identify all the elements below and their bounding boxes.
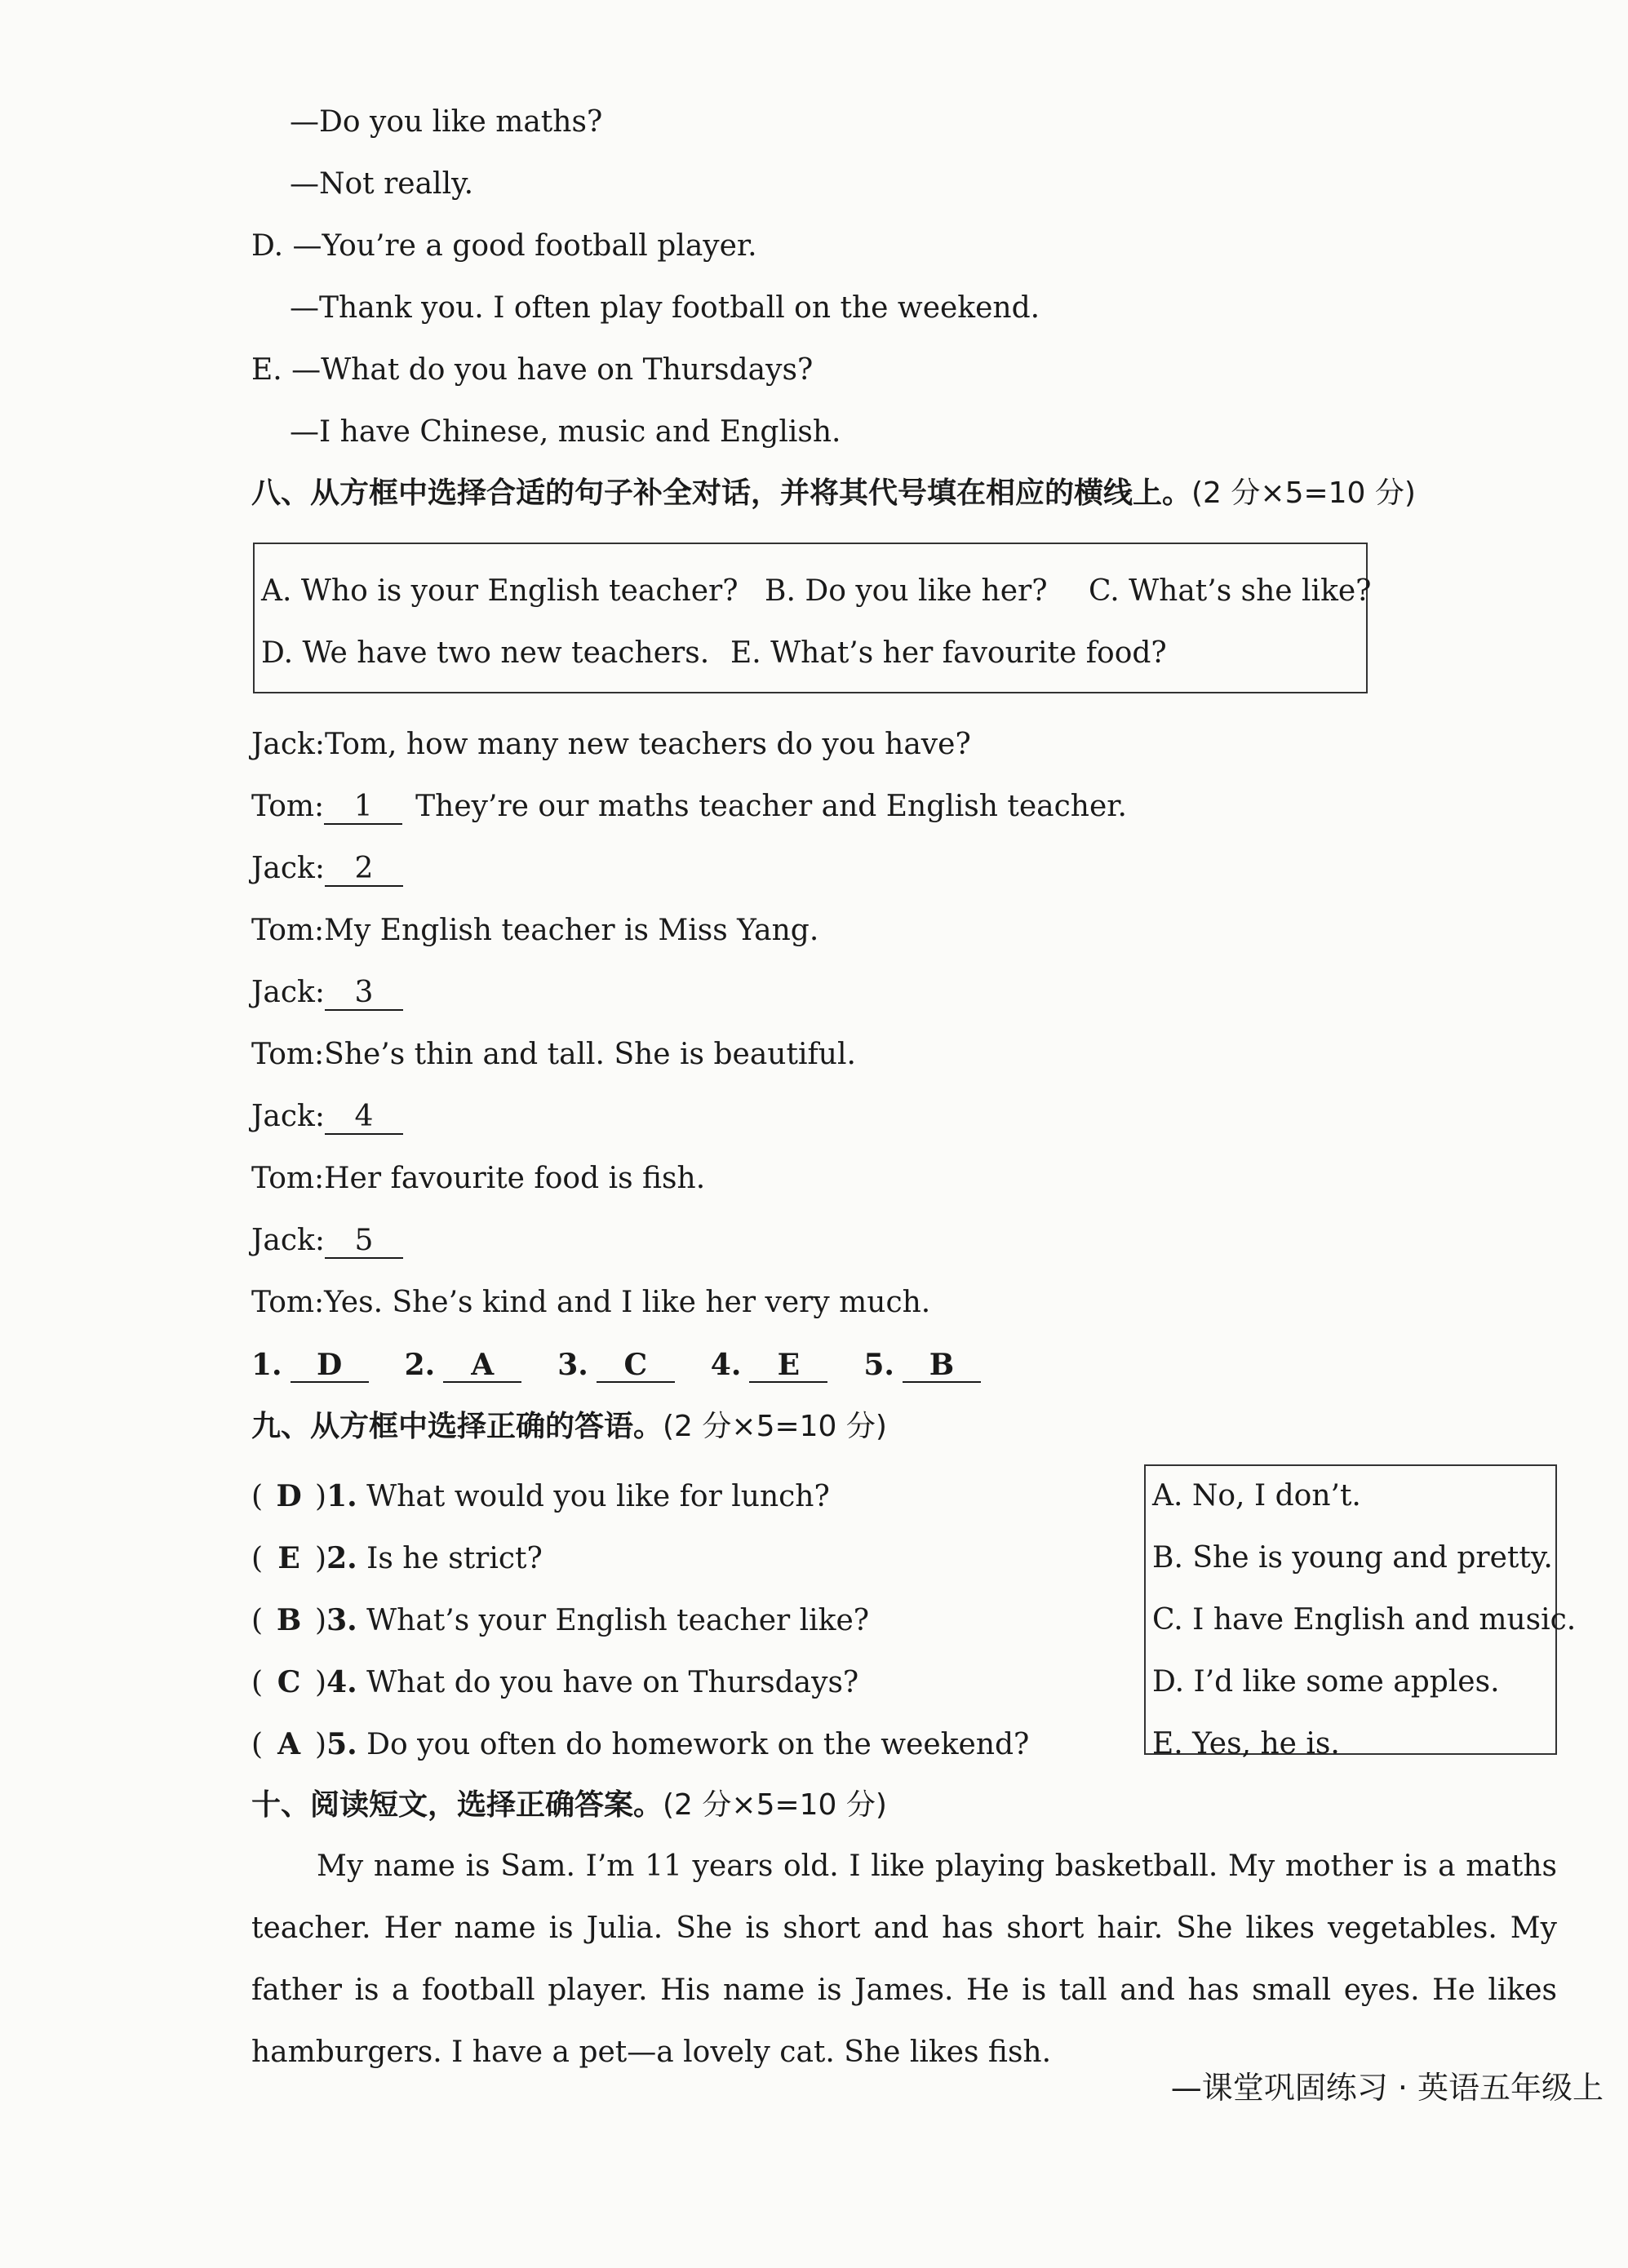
dialogue-c-answer: —Not really.	[290, 167, 474, 201]
paren-open: (	[251, 1542, 264, 1575]
question-text: What do you have on Thursdays?	[366, 1666, 859, 1699]
dialogue-line	[251, 1096, 403, 1137]
section10-heading	[251, 1785, 887, 1826]
dialogue-d-answer: —Thank you. I often play football on the weekend.	[290, 291, 1040, 325]
dialogue-line	[251, 786, 1127, 827]
dialogue-text: Yes. She’s kind and I like her very much.	[324, 1286, 931, 1319]
paren-close: )	[315, 1728, 327, 1761]
question-row	[251, 1600, 869, 1641]
section8-heading	[251, 473, 1416, 514]
dialogue-d-question: D. —You’re a good football player.	[251, 229, 757, 263]
question-row	[251, 1538, 543, 1579]
section9-title: 九、从方框中选择正确的答语。	[251, 1410, 663, 1443]
answer-number: 2.	[404, 1348, 436, 1382]
dialogue-e-question: E. —What do you have on Thursdays?	[251, 353, 814, 387]
dialogue-line	[251, 848, 403, 889]
answer-blank[interactable]: 5	[325, 1225, 403, 1259]
question-text: Do you often do homework on the weekend?	[366, 1728, 1030, 1761]
question-row	[251, 1476, 830, 1517]
question-number: 4.	[326, 1665, 357, 1699]
dialogue-line	[251, 724, 971, 765]
filled-answer[interactable]: D	[291, 1349, 369, 1383]
paren-close: )	[315, 1480, 327, 1513]
question-number: 5.	[326, 1727, 357, 1761]
section10-score: (2 分×5=10 分)	[663, 1788, 887, 1822]
section9-option-c: C. I have English and music.	[1152, 1603, 1577, 1637]
section8-option-box	[253, 543, 1372, 693]
section8-option-b: B. Do you like her?	[765, 574, 1048, 608]
section9-option-box	[1144, 1464, 1577, 1761]
section9-option-d: D. I’d like some apples.	[1152, 1665, 1500, 1699]
question-answer[interactable]: B	[276, 1603, 302, 1637]
question-answer[interactable]: E	[277, 1541, 300, 1575]
speaker: Jack:	[251, 852, 325, 885]
question-text: What’s your English teacher like?	[366, 1604, 870, 1637]
section8-title: 八、从方框中选择合适的句子补全对话，并将其代号填在相应的横线上。	[251, 476, 1192, 510]
answer-number: 3.	[557, 1348, 588, 1382]
question-number: 3.	[326, 1603, 357, 1637]
dialogue-line	[251, 910, 818, 951]
answer-number: 5.	[863, 1348, 894, 1382]
answer-blank[interactable]: 4	[325, 1101, 403, 1135]
dialogue-line	[251, 1220, 403, 1261]
page-footer: —课堂巩固练习 · 英语五年级上	[1170, 2070, 1604, 2106]
answer-blank[interactable]: 2	[325, 853, 403, 887]
paren-open: (	[251, 1604, 264, 1637]
section8-score: (2 分×5=10 分)	[1191, 476, 1416, 510]
passage-text: My name is Sam. I’m 11 years old. I like playing basketball. My mother is a maths teacher. Her name is Julia. She is short and has short hair. She likes vegetables. My father is a football player. His name is James. He is tall and has small eyes. He likes hamburgers. I have a pet—a lovely cat. She likes fish.	[251, 1849, 1557, 2069]
dialogue-line	[251, 972, 403, 1013]
answer-blank[interactable]: 3	[325, 977, 403, 1011]
dialogue-text: Tom, how many new teachers do you have?	[325, 728, 971, 761]
paren-open: (	[251, 1728, 264, 1761]
section8-option-e: E. What’s her favourite food?	[730, 636, 1167, 670]
filled-answer[interactable]: B	[903, 1349, 981, 1383]
section8-answers	[251, 1344, 981, 1385]
dialogue-text: My English teacher is Miss Yang.	[324, 914, 819, 947]
dialogue-c-question: —Do you like maths?	[290, 105, 603, 139]
section8-option-a: A. Who is your English teacher?	[261, 574, 739, 608]
speaker: Tom:	[251, 790, 325, 823]
paren-close: )	[315, 1542, 327, 1575]
dialogue-text: She’s thin and tall. She is beautiful.	[324, 1038, 856, 1071]
speaker: Jack:	[251, 1224, 325, 1257]
dialogue-text: Her favourite food is fish.	[324, 1162, 706, 1195]
dialogue-line	[251, 1034, 856, 1075]
question-row	[251, 1724, 1029, 1765]
reading-passage	[251, 1836, 1557, 2084]
section9-option-e: E. Yes, he is.	[1152, 1727, 1340, 1761]
speaker: Tom:	[251, 1286, 325, 1319]
question-answer[interactable]: C	[277, 1665, 301, 1699]
speaker: Tom:	[251, 1038, 325, 1071]
answer-number: 4.	[710, 1348, 742, 1382]
speaker: Jack:	[251, 1100, 325, 1133]
answer-blank[interactable]: 1	[324, 791, 402, 825]
speaker: Tom:	[251, 1162, 325, 1195]
dialogue-text: They’re our maths teacher and English teacher.	[415, 790, 1127, 823]
question-row	[251, 1662, 858, 1703]
dialogue-e-answer: —I have Chinese, music and English.	[290, 415, 841, 449]
section9-option-b: B. She is young and pretty.	[1152, 1541, 1553, 1575]
paren-open: (	[251, 1666, 264, 1699]
filled-answer[interactable]: C	[597, 1349, 675, 1383]
section10-title: 十、阅读短文，选择正确答案。	[251, 1788, 663, 1822]
paren-open: (	[251, 1480, 264, 1513]
section9-option-a: A. No, I don’t.	[1152, 1479, 1361, 1513]
question-answer[interactable]: D	[276, 1479, 302, 1513]
question-number: 2.	[326, 1541, 357, 1575]
speaker: Tom:	[251, 914, 325, 947]
answer-number: 1.	[251, 1348, 282, 1382]
dialogue-line	[251, 1158, 705, 1199]
paren-close: )	[315, 1666, 327, 1699]
dialogue-line	[251, 1282, 930, 1323]
speaker: Jack:	[251, 976, 325, 1009]
section9-score: (2 分×5=10 分)	[663, 1410, 887, 1443]
speaker: Jack:	[251, 728, 325, 761]
question-text: Is he strict?	[366, 1542, 543, 1575]
question-number: 1.	[326, 1479, 357, 1513]
section9-heading	[251, 1406, 887, 1447]
paren-close: )	[315, 1604, 327, 1637]
filled-answer[interactable]: E	[749, 1349, 827, 1383]
section8-option-c: C. What’s she like?	[1089, 574, 1372, 608]
question-answer[interactable]: A	[277, 1727, 301, 1761]
section8-option-d: D. We have two new teachers.	[261, 636, 710, 670]
question-text: What would you like for lunch?	[366, 1480, 830, 1513]
filled-answer[interactable]: A	[443, 1349, 521, 1383]
